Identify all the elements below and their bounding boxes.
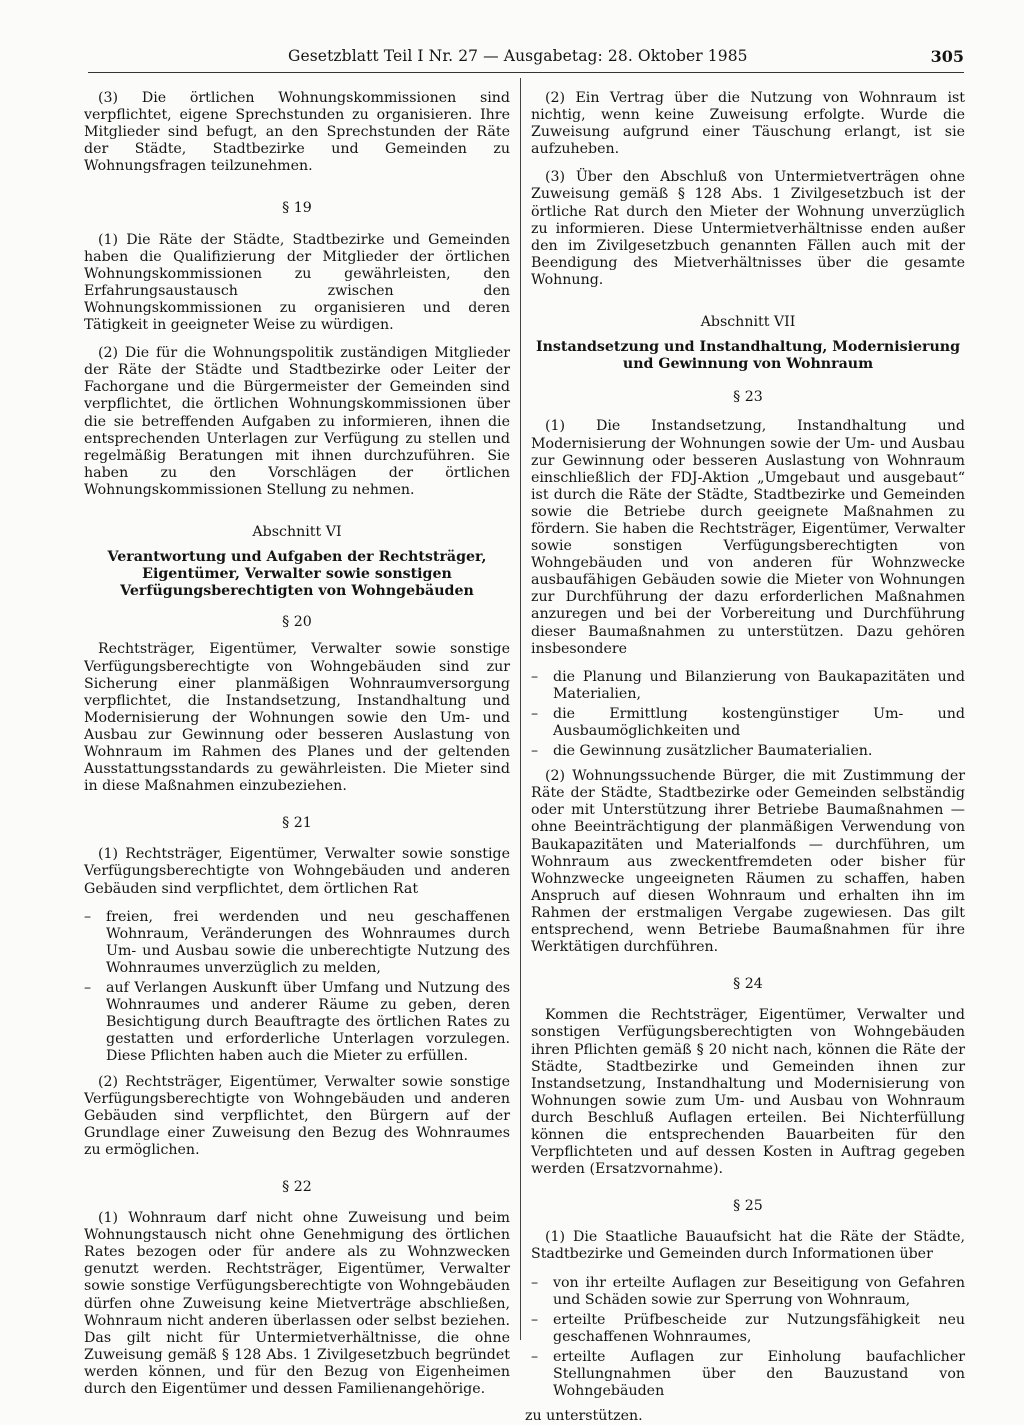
section-21-list (84, 909, 510, 1066)
paragraph-25-1: (1) Die Staatliche Bauaufsicht hat die Räte der Städte, Stadtbezirke und Gemeinden durch Informationen über (531, 1229, 965, 1263)
section-19-title: § 19 (282, 200, 312, 217)
dash-bullet: – (531, 1274, 539, 1291)
header-title: Gesetzblatt Teil I Nr. 27 — Ausgabetag: 28. Oktober 1985 (288, 47, 748, 65)
page-number: 305 (930, 47, 964, 66)
paragraph-22-2: (2) Ein Vertrag über die Nutzung von Wohnraum ist nichtig, wenn keine Zuweisung erfolgte. Wurde die Zuweisung aufgrund einer Täuschung erlangt, ist sie aufzuheben. (531, 90, 965, 158)
section-23-title: § 23 (733, 389, 763, 406)
column-divider (520, 78, 521, 1340)
dash-bullet: – (531, 705, 539, 722)
section-21-title: § 21 (282, 815, 312, 832)
abschnitt-7-heading: Instandsetzung und Instandhaltung, Modernisierung und Gewinnung von Wohnraum (535, 339, 961, 373)
left-column (84, 90, 510, 1409)
abschnitt-6-heading: Verantwortung und Aufgaben der Rechtsträger, Eigentümer, Verwalter sowie sonstigen Verfügungsberechtigten von Wohngebäuden (107, 549, 487, 600)
section-20-title: § 20 (282, 614, 312, 631)
list-item: – die Ermittlung kostengünstiger Um- und Ausbaumöglichkeiten und (531, 705, 965, 739)
list-item: – die Planung und Bilanzierung von Baukapazitäten und Materialien, (531, 668, 965, 702)
list-item: – freien, frei werdenden und neu geschaffenen Wohnraum, Veränderungen des Wohnraumes durch Um- und Ausbau sowie die unberechtigte Nutzung des Wohnraumes unverzüglich zu melden, (84, 908, 510, 976)
section-23-list (531, 669, 965, 760)
abschnitt-6-label: Abschnitt VI (252, 523, 342, 540)
paragraph-23-1: (1) Die Instandsetzung, Instandhaltung und Modernisierung der Wohnungen sowie der Um- und Ausbau zur Gewinnung oder besseren Auslastung von Wohnraum einschließlich der FDJ-Aktion „Umgebaut und ausgebaut“ ist durch die Räte der Städte, Stadtbezirke und Gemeinden sowie die Betriebe durch geeignete Maßnahmen zu fördern. Sie haben die Rechtsträger, Eigentümer, Verwalter sowie sonstigen Verfügungsberechtigten von Wohngebäuden und von anderen für Wohnzwecke ausbaufähigen Gebäuden sowie die Mieter von Wohnungen zur Durchführung der dazu erforderlichen Maßnahmen anzuregen und bei der Vorbereitung und Durchführung dieser Baumaßnahmen zu unterstützen. Dazu gehören insbesondere (531, 418, 965, 657)
section-24-title: § 24 (733, 976, 763, 993)
section-25-title: § 25 (733, 1198, 763, 1215)
paragraph-24: Kommen die Rechtsträger, Eigentümer, Verwalter und sonstigen Verfügungsberechtigten von Wohngebäuden ihren Pflichten gemäß § 20 nicht nach, können die Räte der Städte, Stadtbezirke und Gemeinden ihnen zur Instandsetzung, Instandhaltung und Modernisierung von Wohnungen sowie zum Um- und Ausbau von Wohnraum durch Beschluß Auflagen erteilen. Bei Nichterfüllung können die entsprechenden Bauarbeiten für den Verpflichteten und auf dessen Kosten in Auftrag gegeben werden (Ersatzvornahme). (531, 1007, 965, 1178)
paragraph-22-3: (3) Über den Abschluß von Untermietverträgen ohne Zuweisung gemäß § 128 Abs. 1 Zivilgesetzbuch ist der örtliche Rat durch den Mieter der Wohnung unverzüglich zu informieren. Diese Untermietverhältnisse enden außer den im Zivilgesetzbuch genannten Fällen auch mit der Beendigung des Mietverhältnisses über die gesamte Wohnung. (531, 169, 965, 288)
paragraph-23-2: (2) Wohnungssuchende Bürger, die mit Zustimmung der Räte der Städte, Stadtbezirke oder Gemeinden selbständig oder mit Unterstützung ihrer Betriebe Baumaßnahmen — ohne Beeinträchtigung der planmäßigen Verwendung von Baukapazitäten und Materialfonds — durchführen, um Wohnraum aus zweckentfremdeten oder bisher für Wohnzwecke ungeeigneten Räumen zu schaffen, haben Anspruch auf diesen Wohnraum und erhalten ihn im Rahmen der erstmaligen Vergabe zugewiesen. Das gilt entsprechend, wenn Betriebe Baumaßnahmen für ihre Werktätigen durchführen. (531, 768, 965, 956)
dash-bullet: – (84, 980, 92, 997)
dash-bullet: – (531, 668, 539, 685)
right-column (525, 90, 965, 1425)
paragraph-25-closing: zu unterstützen. (525, 1408, 643, 1425)
paragraph-19-1: (1) Die Räte der Städte, Stadtbezirke und Gemeinden haben die Qualifizierung der Mitglieder der örtlichen Wohnungskommissionen zu gewährleisten, den Erfahrungsaustausch zwischen den Wohnungskommissionen zu organisieren und deren Tätigkeit in geeigneter Weise zu würdigen. (84, 231, 510, 334)
list-item: – auf Verlangen Auskunft über Umfang und Nutzung des Wohnraumes und anderer Räume zu geben, deren Besichtigung durch Beauftragte des örtlichen Rates zu gestatten und erforderliche Unterlagen vorzulegen. Diese Pflichten haben auch die Mieter zu erfüllen. (84, 980, 510, 1065)
list-item: – erteilte Prüfbescheide zur Nutzungsfähigkeit neu geschaffenen Wohnraumes, (531, 1311, 965, 1345)
list-item: – von ihr erteilte Auflagen zur Beseitigung von Gefahren und Schäden sowie zur Sperrung von Wohnraum, (531, 1274, 965, 1308)
abschnitt-7-label: Abschnitt VII (700, 314, 796, 331)
paragraph-18-3: (3) Die örtlichen Wohnungskommissionen sind verpflichtet, eigene Sprechstunden zu organisieren. Ihre Mitglieder sind befugt, an den Sprechstunden der Räte der Städte, Stadtbezirke und Gemeinden zu Wohnungsfragen teilzunehmen. (84, 90, 510, 175)
paragraph-20: Rechtsträger, Eigentümer, Verwalter sowie sonstige Verfügungsberechtigte von Wohngebäuden sind zur Sicherung einer planmäßigen Wohnraumversorgung verpflichtet, die Instandsetzung, Instandhaltung und Modernisierung der Wohnungen sowie den Um- und Ausbau zur Gewinnung oder besseren Auslastung von Wohnraum im Rahmen des Planes und der geltenden Ausstattungsstandards zu gewährleisten. Die Mieter sind in diese Maßnahmen einzubeziehen. (84, 641, 510, 795)
paragraph-21-2: (2) Rechtsträger, Eigentümer, Verwalter sowie sonstige Verfügungsberechtigte von Wohngebäuden und anderen Gebäuden sind verpflichtet, den Bürgern auf der Grundlage einer Zuweisung den Bezug des Wohnraumes zu ermöglichen. (84, 1073, 510, 1158)
dash-bullet: – (84, 908, 92, 925)
dash-bullet: – (531, 1311, 539, 1328)
section-25-list (531, 1275, 965, 1401)
dash-bullet: – (531, 1348, 539, 1365)
dash-bullet: – (531, 743, 539, 760)
list-item: – die Gewinnung zusätzlicher Baumaterialien. (531, 743, 873, 760)
page-header (88, 44, 964, 73)
paragraph-19-2: (2) Die für die Wohnungspolitik zuständigen Mitglieder der Räte der Städte und Stadtbezirke oder Leiter der Fachorgane und die Bürgermeister der Gemeinden sind verpflichtet, die örtlichen Wohnungskommissionen über die sie betreffenden Aufgaben zu informieren, ihnen die entsprechenden Unterlagen zur Verfügung zu stellen und regelmäßig Beratungen mit ihnen durchzuführen. Sie haben zu den Vorschlägen der örtlichen Wohnungskommissionen Stellung zu nehmen. (84, 345, 510, 498)
section-22-title: § 22 (282, 1178, 312, 1195)
paragraph-21-1: (1) Rechtsträger, Eigentümer, Verwalter sowie sonstige Verfügungsberechtigte von Wohngebäuden und anderen Gebäuden sind verpflichtet, dem örtlichen Rat (84, 846, 510, 897)
paragraph-22-1: (1) Wohnraum darf nicht ohne Zuweisung und beim Wohnungstausch nicht ohne Genehmigung des örtlichen Rates bezogen oder für andere als zu Wohnzwecken genutzt werden. Rechtsträger, Eigentümer, Verwalter sowie sonstige Verfügungsberechtigte von Wohngebäuden dürfen ohne Zuweisung keine Mietverträge abschließen, Wohnraum nicht anderen überlassen oder selbst beziehen. Das gilt nicht für Untermietverhältnisse, die ohne Zuweisung gemäß § 128 Abs. 1 Zivilgesetzbuch begründet werden können, und für den Bezug von Eigenheimen durch den Eigentümer und dessen Familienangehörige. (84, 1210, 510, 1397)
list-item: – erteilte Auflagen zur Einholung baufachlicher Stellungnahmen über den Bauzustand von Wohngebäuden (531, 1348, 965, 1400)
